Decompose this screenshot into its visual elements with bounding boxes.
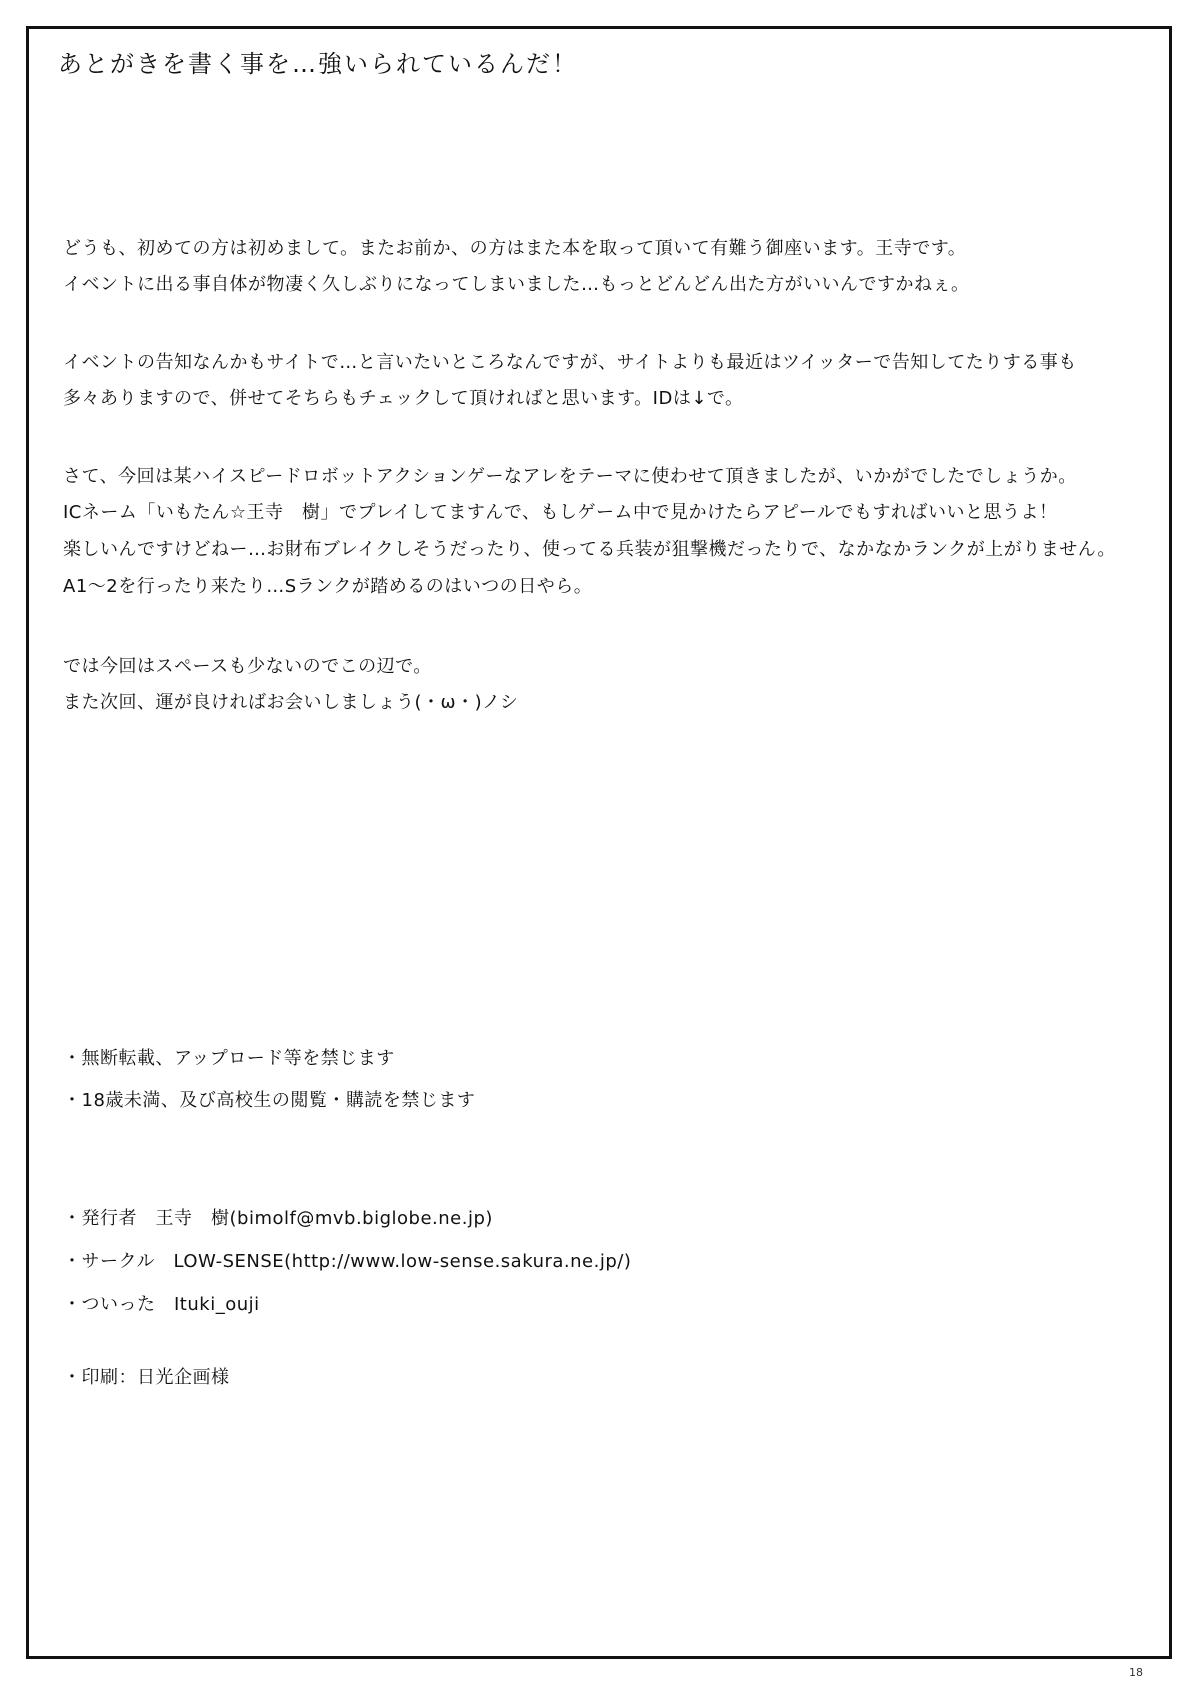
text-line: A1～2を行ったり来たり…Sランクが踏めるのはいつの日やら。 [63,576,593,597]
notice-line: ・18歳未満、及び高校生の閲覧・購読を禁じます [63,1090,476,1111]
notice-line: ・無断転載、アップロード等を禁じます [63,1048,395,1069]
printer-line: ・印刷：日光企画様 [63,1367,230,1388]
text-line: では今回はスペースも少ないのでこの辺で。 [63,656,432,677]
twitter-line: ・ついった Ituki_ouji [63,1294,260,1315]
text-line: ICネーム「いもたん☆王寺 樹」でプレイしてますんで、もしゲーム中で見かけたらアピールでもすればいいと思うよ！ [63,502,1058,523]
text-line: さて、今回は某ハイスピードロボットアクションゲーなアレをテーマに使わせて頂きましたが、いかがでしたでしょうか。 [63,466,1077,487]
page-number: 18 [1129,1666,1143,1679]
text-line: また次回、運が良ければお会いしましょう(・ω・)ノシ [63,692,519,713]
text-line: イベントに出る事自体が物凄く久しぶりになってしまいました…もっとどんどん出た方がいいんですかねぇ。 [63,274,970,295]
publisher-line: ・発行者 王寺 樹(bimolf@mvb.biglobe.ne.jp) [63,1208,493,1229]
afterword-title: あとがきを書く事を…強いられているんだ！ [58,50,578,78]
text-line: イベントの告知なんかもサイトで…と言いたいところなんですが、サイトよりも最近はツイッターで告知してたりする事も [63,352,1077,373]
page-frame [26,26,1172,1659]
text-line: どうも、初めての方は初めまして。またお前か、の方はまた本を取って頂いて有難う御座います。王寺です。 [63,238,967,259]
circle-line: ・サークル LOW-SENSE(http://www.low-sense.sakura.ne.jp/) [63,1251,632,1272]
text-line: 楽しいんですけどねー…お財布ブレイクしそうだったり、使ってる兵装が狙撃機だったりで、なかなかランクが上がりません。 [63,539,1116,560]
text-line: 多々ありますので、併せてそちらもチェックして頂ければと思います。IDは↓で。 [63,388,744,409]
